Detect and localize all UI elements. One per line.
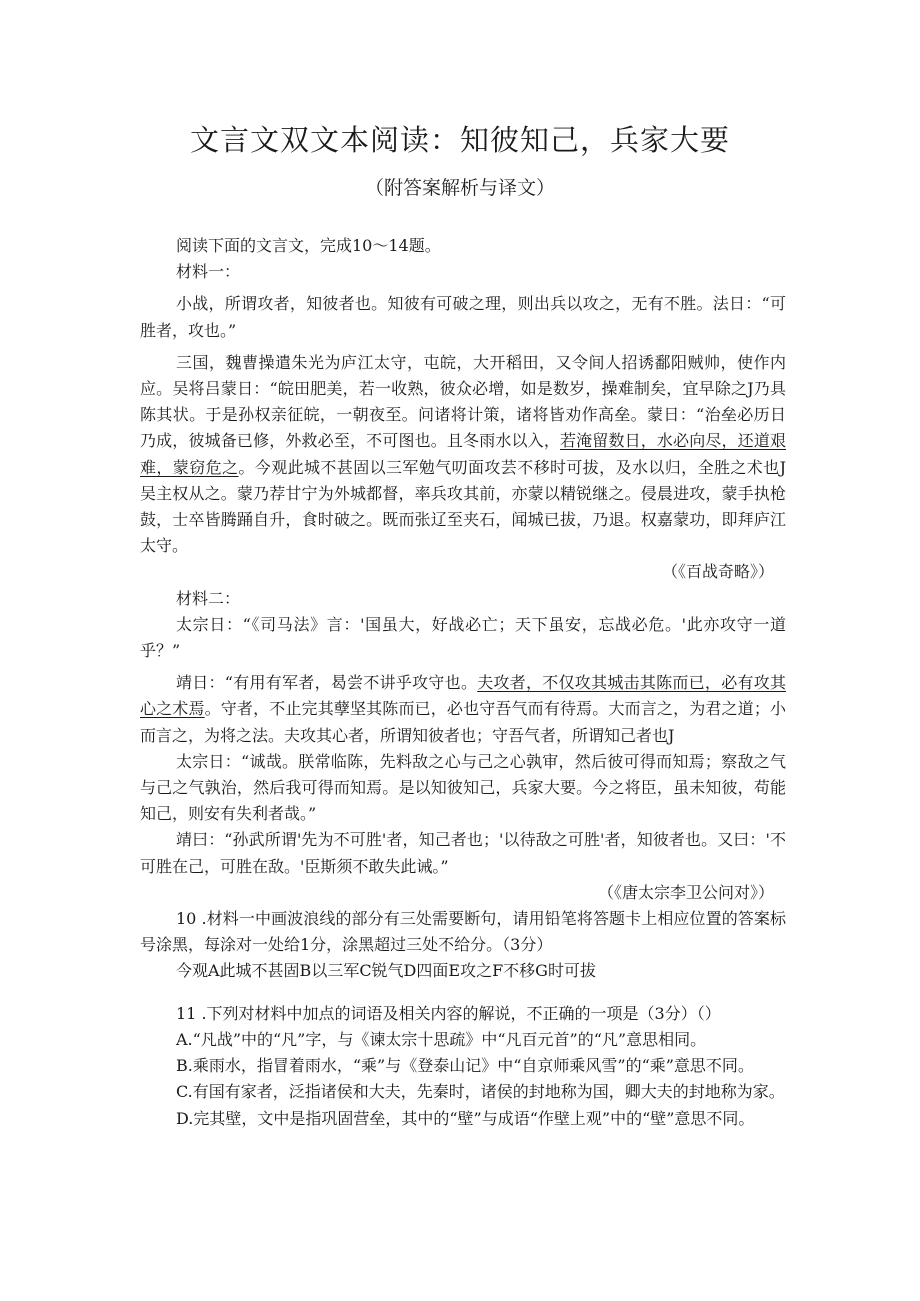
material2-label: 材料二： <box>176 588 241 608</box>
material2-p2-text-a: 靖日：“有用有军者，曷尝不讲乎攻守也。 <box>176 673 478 693</box>
material2-p2-text-b: 。守者，不止完其孽坚其陈而已，必也守吾气而有待焉。大而言之，为君之道；小而言之，为将之法。夫攻其心者，所谓知彼者也；守吾气者，所谓知己者也J <box>140 699 786 745</box>
question-11-option-d: D.完其壁，文中是指巩固营垒，其中的“壁”与成语“作壁上观”中的“壁”意思不同。 <box>176 1108 755 1128</box>
question-11-option-b: B.乘雨水，指冒着雨水，“乘”与《登泰山记》中“自京师乘风雪”的“乘”意思不同。 <box>176 1056 754 1076</box>
intro-line: 阅读下面的文言文，完成10～14题。 <box>176 236 441 255</box>
material1-p2-text-b: 。今观此城不甚固以三军勉气叨面攻芸不移时可拔，及水以归，全胜之术也J吴主权从之。蒙乃荐甘宁为外城都督，率兵攻其前，亦蒙以精锐继之。侵晨进攻，蒙手执枪鼓，士卒皆腾踊自升，食时破之。既而张辽至夹石，闻城已拔，乃退。权嘉蒙功，即拜庐江太守。 <box>140 457 786 556</box>
material2-paragraph-3: 太宗日：“诚哉。朕常临陈，先料敌之心与己之心孰审，然后彼可得而知焉；察敌之气与己之气孰治，然后我可得而知焉。是以知彼知己，兵家大要。今之将臣，虽未知彼，苟能知己，则安有失利者哉。” <box>140 751 786 824</box>
material2-underlined-sentence: 夫攻者，不仅攻其城击其陈而已，必有攻其心之术焉 <box>140 673 786 719</box>
material1-paragraph-1: 小战，所谓攻者，知彼者也。知彼有可破之理，则出兵以攻之，无有不胜。法日：“可胜者，攻也。” <box>140 294 786 340</box>
material2-paragraph-2 <box>140 670 786 749</box>
material1-underlined-sentence: 若淹留数日，水必向尽，还道艰难，蒙窃危之 <box>140 431 786 477</box>
page-subtitle: （附答案解析与译文） <box>364 177 555 199</box>
material2-paragraph-1: 太宗日：“《司马法》言：'国虽大，好战必亡；天下虽安，忘战必危。'此亦攻守一道乎？” <box>140 614 786 661</box>
material2-paragraph-4: 靖曰：“孙武所谓'先为不可胜'者，知己者也；'以待敌之可胜'者，知彼者也。又曰：'不可胜在己，可胜在敌。'臣斯须不敢失此诫。” <box>140 830 786 876</box>
material1-label: 材料一： <box>176 262 241 282</box>
question-11-stem: 11 .下列对材料中加点的词语及相关内容的解说，不正确的一项是（3分）（） <box>176 1003 721 1023</box>
material2-source: （《唐太宗李卫公问对》） <box>597 882 774 902</box>
document-body <box>140 233 786 1132</box>
material1-p2-text-a: 三国，魏曹操遣朱光为庐江太守，屯皖，大开稻田，又令间人招诱鄱阳贼帅，使作内应。吴将吕蒙日：“皖田肥美，若一收熟，彼众必增，如是数岁，操难制矣，宜早除之J乃具陈其状。于是孙权亲征皖，一朝夜至。问诸将计策，诸将皆劝作高垒。蒙日：“治垒必历日乃成，彼城备已修，外救必至，不可图也。且冬雨水以入， <box>140 352 786 451</box>
page-title: 文言文双文本阅读：知彼知己，兵家大要 <box>189 123 730 157</box>
question-10-sentence: 今观A此城不甚固B以三军C锐气D四面E攻之F不移G时可拔 <box>176 961 596 981</box>
question-11-option-c: C.有国有家者，泛指诸侯和大夫，先秦时，诸侯的封地称为国，卿大夫的封地称为家。 <box>176 1082 785 1102</box>
question-11-option-a: A.“凡战”中的“凡”字，与《谏太宗十思疏》中“凡百元首”的“凡”意思相同。 <box>176 1029 707 1049</box>
material1-source: （《百战奇略》） <box>661 562 774 582</box>
question-10-stem: 10 .材料一中画波浪线的部分有三处需要断句，请用铅笔将答题卡上相应位置的答案标号涂黑，每涂对一处给1分，涂黑超过三处不给分。（3分） <box>140 909 786 955</box>
material1-paragraph-2 <box>140 350 786 560</box>
